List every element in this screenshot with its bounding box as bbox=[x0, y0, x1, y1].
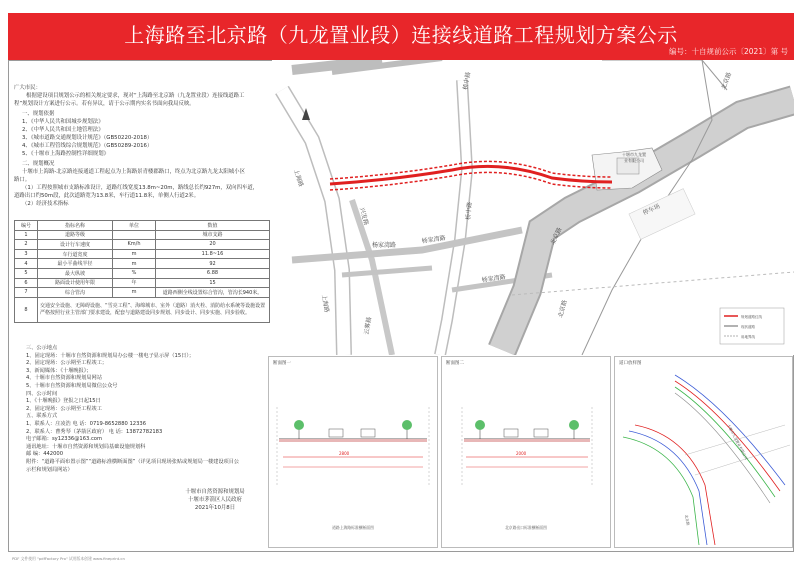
label-qiaozhong-road: 桥中路 bbox=[462, 71, 473, 91]
cross-section-panel-2 bbox=[441, 356, 611, 548]
table-header: 编号 bbox=[15, 221, 38, 231]
publicity-item: 3、新闻媒体：《十堰晚报》； bbox=[26, 367, 92, 374]
junction-layout-drawing bbox=[615, 365, 792, 545]
table-row bbox=[15, 268, 270, 278]
table-cell: 4 bbox=[15, 259, 38, 269]
title-banner bbox=[8, 13, 794, 60]
car-icon bbox=[504, 429, 518, 437]
page-title: 上海路至北京路（九龙置业段）连接线道路工程规划方案公示 bbox=[124, 23, 678, 47]
table-row bbox=[15, 240, 270, 250]
panel-caption: 道路上海路标准横断面图 bbox=[332, 525, 374, 530]
car-icon bbox=[534, 429, 548, 437]
site-label: 十堰市九龙置业有限公司 bbox=[726, 423, 749, 461]
section-heading: 五、联系方式 bbox=[26, 413, 58, 420]
junction-layout-panel bbox=[614, 356, 793, 548]
dimension-label: 2800 bbox=[339, 451, 350, 456]
time-item: 1、《十堰晚报》登报之日起15日 bbox=[26, 398, 101, 405]
table-cell: 2 bbox=[15, 240, 38, 250]
issuer: 十堰市自然资源和规划局 bbox=[185, 489, 245, 495]
greeting: 广大市民： bbox=[14, 85, 41, 91]
car-icon bbox=[329, 429, 343, 437]
table-cell: 15 bbox=[156, 278, 270, 288]
legend-item: 现状道路 bbox=[741, 325, 755, 329]
table-cell: 20 bbox=[156, 240, 270, 250]
label-yangjiawan-road: 杨家湾路 bbox=[481, 273, 507, 284]
label-yunwu-road: 云雾路 bbox=[363, 316, 374, 336]
publicity-item: 4、十堰市自然资源和规划局网站 bbox=[26, 375, 102, 382]
table-row bbox=[15, 259, 270, 269]
intro-line: 根据建设项目规划公示的相关规定要求，现对“上海路至北京路（九龙置业段）连接线道路工 bbox=[26, 93, 245, 99]
basis-item: 4、《城市工程管线综合规划规范》（GB50289-2016） bbox=[22, 143, 153, 149]
label-qiaozhong-road: 桥中路 bbox=[465, 201, 474, 221]
table-cell: 道路等级 bbox=[38, 230, 113, 240]
basis-item: 5、《十堰市上海路控制性详细规划》 bbox=[22, 151, 109, 157]
overview-line: 十堰市上海路-北京路连接通道工程起点为上海路景青楼郡路口，终点为北京路九龙太阳城小区 bbox=[22, 169, 245, 175]
contact-item: 1、联系人：庄凌浩 电 话：0719-8652880 12336 bbox=[26, 420, 146, 427]
section-heading: 四、公示时间 bbox=[26, 390, 58, 397]
document-number: 编号：十自规前公示〔2021〕第 号 bbox=[669, 47, 788, 56]
table-cell: 5 bbox=[15, 268, 38, 278]
table-cell: 交通安全设施、无障碍设施、“雪亮工程”、海绵城市、室外（道路）消火栓、消防给水系统等设施设置严格按照行业主管部门要求建设，配套与道路建设同步规划、同步设计、同步实施、同步验收。 bbox=[38, 297, 270, 322]
label-yangjiawan-road: 杨家湾路 bbox=[372, 242, 397, 249]
site-plan-map bbox=[272, 60, 794, 355]
table-row bbox=[15, 249, 270, 259]
table-cell: 92 bbox=[156, 259, 270, 269]
legend-item: 规划道路红线 bbox=[741, 315, 762, 319]
section-heading: 二、规划概况 bbox=[22, 161, 55, 167]
overview-line: 路口。 bbox=[14, 177, 31, 183]
cross-section-drawing-1 bbox=[269, 367, 437, 537]
table-cell: 11.8~16 bbox=[156, 249, 270, 259]
publicity-item: 5、十堰市自然资源和规划局微信公众号 bbox=[26, 382, 118, 389]
issuer: 十堰市茅箭区人民政府 bbox=[188, 497, 242, 503]
basis-item: 3、《城市道路交通规划设计规范》（GB50220-2018） bbox=[22, 135, 153, 141]
table-cell: m bbox=[113, 259, 156, 269]
publicity-item: 2、固定现场：公示期至工程竣工； bbox=[26, 360, 108, 367]
tree-icon bbox=[402, 420, 412, 430]
legend-item: 用地界线 bbox=[741, 335, 755, 339]
tree-icon bbox=[294, 420, 304, 430]
table-cell: 设计行车速度 bbox=[38, 240, 113, 250]
table-cell: 车行道宽度 bbox=[38, 249, 113, 259]
road-label: 北京路 bbox=[684, 514, 690, 526]
table-cell: 最大纵坡 bbox=[38, 268, 113, 278]
table-cell: 城市支路 bbox=[156, 230, 270, 240]
table-cell: 综合管沟 bbox=[38, 288, 113, 298]
publicity-item: 1、固定现场：十堰市自然资源和规划局办公楼一楼电子显示屏（15日）； bbox=[26, 352, 195, 359]
attachment-note: 示栏和规划局网站） bbox=[26, 466, 73, 473]
basis-item: 2、《中华人民共和国土地管理法》 bbox=[22, 127, 104, 133]
table-cell: 道路西侧全线设置综合管沟，管沟长940米。 bbox=[156, 288, 270, 298]
label-beijing-road: 北京路 bbox=[720, 71, 734, 91]
label-beijing-road: 北京路 bbox=[549, 226, 564, 246]
attachment-note: 附件：“道路平面布置示图”“道路标准横断面图”（详见项目现场张贴或规划局一楼建设项目公 bbox=[26, 458, 240, 465]
site-plan-drawing bbox=[272, 60, 794, 355]
panel-title: 断面图二 bbox=[446, 361, 464, 366]
label-beijing-road: 北京路 bbox=[557, 299, 569, 319]
technical-index-table bbox=[14, 220, 270, 323]
section-heading: 一、规划依据 bbox=[22, 111, 55, 117]
table-cell: % bbox=[113, 268, 156, 278]
tree-icon bbox=[475, 420, 485, 430]
table-cell: m bbox=[113, 249, 156, 259]
contact-item: 通讯地址：十堰市自然资源和规划局基础设施规划科 bbox=[26, 443, 146, 450]
table-header: 单位 bbox=[113, 221, 156, 231]
panel-title: 道口放样图 bbox=[619, 361, 642, 366]
map-legend bbox=[720, 308, 784, 344]
table-cell: m bbox=[113, 288, 156, 298]
signature-block bbox=[160, 488, 270, 512]
panel-caption: 北京路出口标准横断面图 bbox=[505, 525, 547, 530]
overview-line: （1）工程按照城市支路标准设计，道路红线宽度13.8m~20m，路线总长约927m，双向四车道， bbox=[22, 185, 259, 191]
table-cell: 3 bbox=[15, 249, 38, 259]
table-header-row bbox=[15, 221, 270, 231]
issue-date: 2021年10月8日 bbox=[194, 505, 236, 511]
table-cell: 年 bbox=[113, 278, 156, 288]
dimension-label: 2000 bbox=[516, 451, 527, 456]
basis-item: 1、《中华人民共和国城乡规划法》 bbox=[22, 119, 104, 125]
overview-line: （2）经济技术指标 bbox=[22, 201, 69, 207]
label-xingfa-road: 兴发路 bbox=[358, 206, 370, 226]
intro-line: 程”规划设计方案进行公示。若有异议，请于公示期内实名书面向我局反映。 bbox=[14, 101, 195, 107]
label-parking: 停车场 bbox=[641, 202, 662, 217]
label-yangjiawan-road: 杨家湾路 bbox=[421, 234, 447, 245]
table-cell bbox=[113, 230, 156, 240]
overview-line: 道路出口约50m段，此次道路宽为13.8米，车行道11.8米，单侧人行道2米。 bbox=[14, 193, 200, 199]
table-row bbox=[15, 230, 270, 240]
table-cell: 8 bbox=[15, 297, 38, 322]
table-cell: 路面设计使用年限 bbox=[38, 278, 113, 288]
time-item: 2、固定现场：公示期至工程竣工 bbox=[26, 405, 102, 412]
pdf-footnote: PDF 文件使用 "pdfFactory Pro" 试用版本创建 www.fineprint.cn bbox=[12, 556, 125, 561]
cross-section-panel-1 bbox=[268, 356, 438, 548]
table-cell: 7 bbox=[15, 288, 38, 298]
table-header: 指标名称 bbox=[38, 221, 113, 231]
table-cell: 最小平曲线半径 bbox=[38, 259, 113, 269]
tree-icon bbox=[569, 420, 579, 430]
announcement-text bbox=[14, 84, 272, 208]
label-shanghai-road: 上海路 bbox=[292, 168, 305, 188]
table-cell: Km/h bbox=[113, 240, 156, 250]
contact-item: 2、联系人：曹秀琴（茅箭区政府） 电 话：13872782183 bbox=[26, 428, 163, 435]
section-heading: 三、公示地点 bbox=[26, 345, 58, 351]
contact-item: 邮 编：442000 bbox=[26, 451, 64, 458]
label-shanghai-road: 上海路 bbox=[320, 294, 331, 314]
table-cell: 6.88 bbox=[156, 268, 270, 278]
publicity-section bbox=[26, 345, 266, 474]
label-site: 十堰市九龙置 bbox=[622, 152, 646, 157]
table-header: 数值 bbox=[156, 221, 270, 231]
table-row bbox=[15, 278, 270, 288]
table-row bbox=[15, 288, 270, 298]
table-cell: 6 bbox=[15, 278, 38, 288]
car-icon bbox=[361, 429, 375, 437]
label-site: 业有限公司 bbox=[624, 158, 644, 163]
table-cell: 1 bbox=[15, 230, 38, 240]
table-row bbox=[15, 297, 270, 322]
cross-section-drawing-2 bbox=[442, 367, 610, 537]
contact-item: 电子邮箱：sy12336@163.com bbox=[26, 436, 103, 443]
panel-title: 断面图一 bbox=[273, 361, 291, 366]
